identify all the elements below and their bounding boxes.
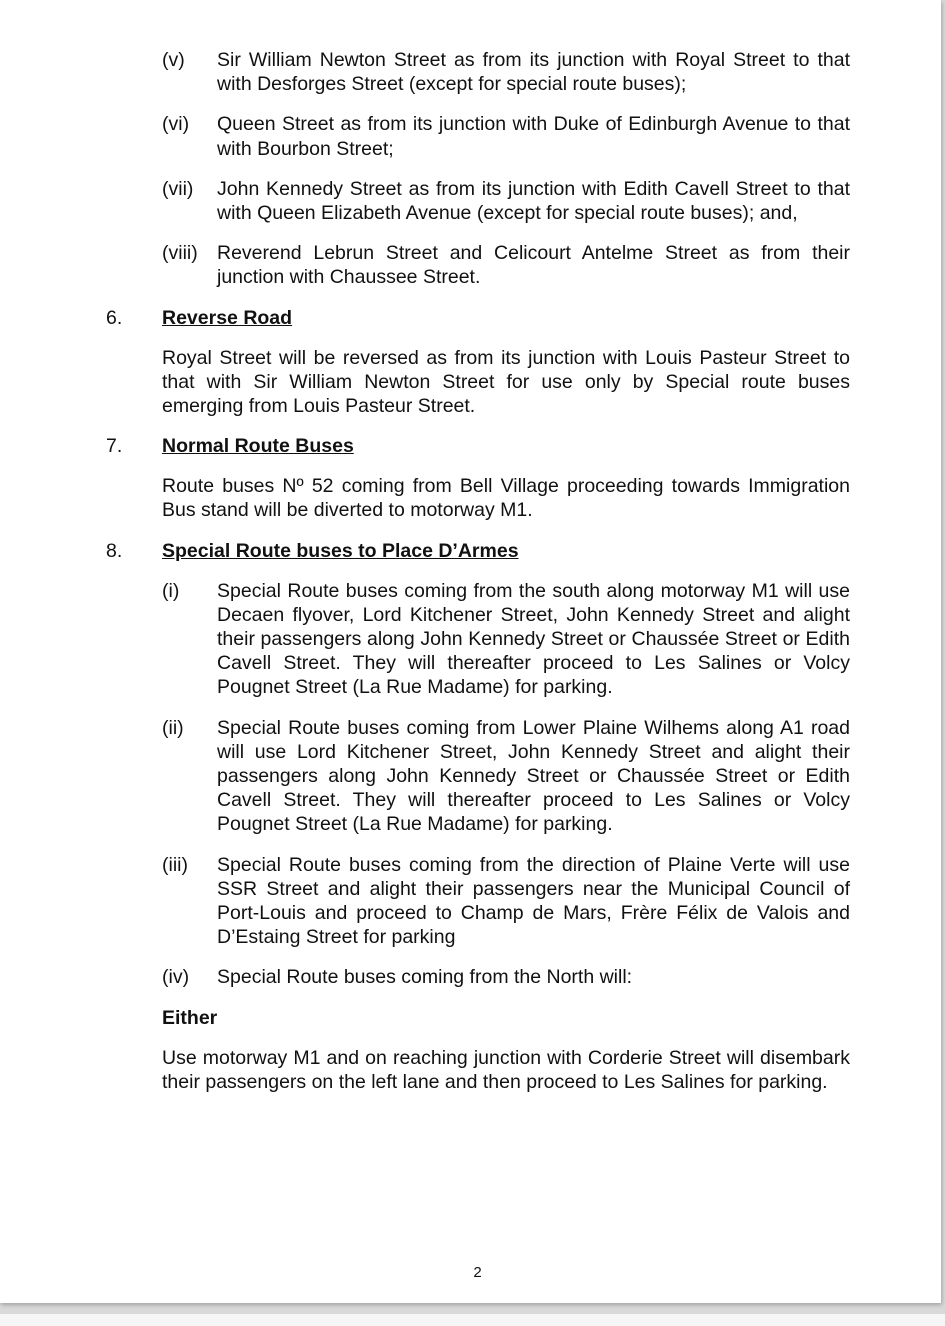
list-item-iii — [162, 853, 850, 950]
item-text: Sir William Newton Street as from its junction with Royal Street to that with Desforges Street (except for special route buses); — [217, 49, 850, 96]
section-title: Reverse Road — [162, 306, 293, 329]
next-page-edge — [0, 1314, 945, 1326]
item-number: (iv) — [162, 966, 190, 989]
section-heading-7 — [0, 434, 941, 458]
section-title: Special Route buses to Place D’Armes — [162, 539, 519, 562]
list-item-vii — [162, 177, 850, 225]
item-number: (ii) — [162, 716, 184, 739]
section-title: Normal Route Buses — [162, 435, 354, 458]
item-number: (viii) — [162, 242, 198, 265]
document-body — [0, 48, 941, 1110]
list-item-v — [162, 48, 850, 96]
item-text: Special Route buses coming from Lower Plaine Wilhems along A1 road will use Lord Kitchener Street, John Kennedy Street and alight their passengers along John Kennedy Street or Chaussée Street or Edith Cavell Street. They will thereafter proceed to Les Salines or Volcy Pougnet Street (La Rue Madame) for parking. — [217, 716, 850, 836]
section-6-paragraph: Royal Street will be reversed as from its junction with Louis Pasteur Street to that with Sir William Newton Street for use only by Special route buses emerging from Louis Pasteur Street. — [162, 346, 850, 418]
section-heading-6 — [0, 306, 941, 330]
list-item-i — [162, 579, 850, 700]
item-number: (i) — [162, 579, 180, 602]
item-text: Special Route buses coming from the south along motorway M1 will use Decaen flyover, Lord Kitchener Street, John Kennedy Street and alight their passengers along John Kennedy Street or Chaussée Street or Edith Cavell Street. They will thereafter proceed to Les Salines or Volcy Pougnet Street (La Rue Madame) for parking. — [217, 579, 850, 699]
section-number: 6. — [106, 306, 123, 329]
list-item-viii — [162, 241, 850, 289]
list-item-iv — [162, 965, 850, 989]
list-item-vi — [162, 112, 850, 160]
section-7-paragraph: Route buses Nº 52 coming from Bell Village proceeding towards Immigration Bus stand will be diverted to motorway M1. — [162, 475, 850, 522]
item-text: Reverend Lebrun Street and Celicourt Antelme Street as from their junction with Chaussee Street. — [217, 242, 850, 289]
item-number: (iii) — [162, 853, 188, 876]
item-number: (v) — [162, 49, 185, 71]
item-number: (vi) — [162, 113, 190, 136]
item-text: Special Route buses coming from the direction of Plaine Verte will use SSR Street and alight their passengers near the Municipal Council of Port-Louis and proceed to Champ de Mars, Frère Félix de Valois and D’Estaing Street for parking — [217, 853, 850, 949]
list-item-ii — [162, 716, 850, 837]
section-number: 8. — [106, 539, 123, 562]
item-text: Queen Street as from its junction with Duke of Edinburgh Avenue to that with Bourbon Street; — [217, 113, 850, 160]
page-number: 2 — [473, 1264, 482, 1281]
item-text: John Kennedy Street as from its junction with Edith Cavell Street to that with Queen Elizabeth Avenue (except for special route buses); and, — [217, 177, 850, 225]
either-heading: Either — [162, 1006, 218, 1029]
section-number: 7. — [106, 435, 123, 458]
item-text: Special Route buses coming from the North will: — [217, 966, 633, 989]
item-number: (vii) — [162, 177, 194, 200]
either-paragraph: Use motorway M1 and on reaching junction with Corderie Street will disembark their passengers on the left lane and then proceed to Les Salines for parking. — [162, 1046, 850, 1094]
section-heading-8 — [0, 539, 941, 563]
